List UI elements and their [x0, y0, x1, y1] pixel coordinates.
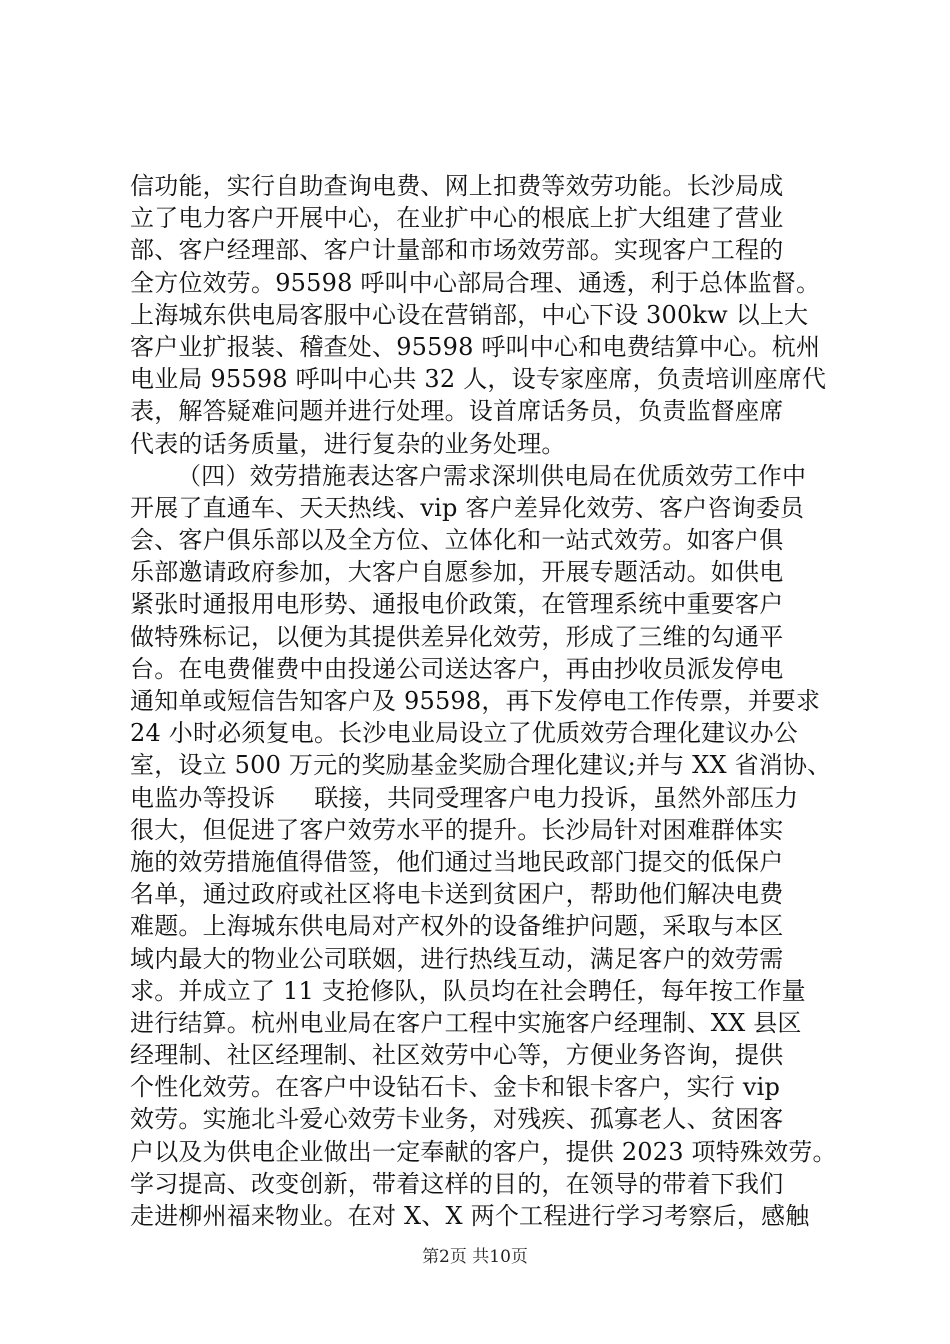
text-line: 立了电力客户开展中心，在业扩中心的根底上扩大组建了营业 [130, 204, 784, 233]
text-line: 上海城东供电局客服中心设在营销部，中心下设 300kw 以上大 [130, 300, 809, 329]
text-line: 电业局 95598 呼叫中心共 32 人，设专家座席，负责培训座席代 [130, 365, 827, 394]
text-line: 客户业扩报装、稽查处、95598 呼叫中心和电费结算中心。杭州 [130, 332, 821, 361]
text-line: 开展了直通车、天天热线、vip 客户差异化效劳、客户咨询委员 [130, 493, 805, 522]
text-line: 域内最大的物业公司联姻，进行热线互动，满足客户的效劳需 [130, 944, 784, 973]
text-line: 紧张时通报用电形势、通报电价政策，在管理系统中重要客户 [130, 590, 784, 619]
text-line: 进行结算。杭州电业局在客户工程中实施客户经理制、XX 县区 [130, 1008, 802, 1037]
text-line: 难题。上海城东供电局对产权外的设备维护问题，采取与本区 [130, 912, 784, 941]
text-line: 部、客户经理部、客户计量部和市场效劳部。实现客户工程的 [130, 236, 784, 265]
text-line: 室，设立 500 万元的奖励基金奖励合理化建议;并与 XX 省消协、 [130, 751, 832, 780]
text-line: 24 小时必须复电。长沙电业局设立了优质效劳合理化建议办公 [130, 719, 798, 748]
text-line: 通知单或短信告知客户及 95598，再下发停电工作传票，并要求 [130, 687, 821, 715]
text-line: 效劳。实施北斗爱心效劳卡业务，对残疾、孤寡老人、贫困客 [130, 1105, 784, 1134]
text-line: 电监办等投诉 联接，共同受理客户电力投诉，虽然外部压力 [130, 783, 799, 812]
text-line: 代表的话务质量，进行复杂的业务处理。 [130, 429, 566, 458]
text-line: 表，解答疑难问题并进行处理。设首席话务员，负责监督座席 [130, 397, 784, 426]
text-line: 学习提高、改变创新，带着这样的目的，在领导的带着下我们 [130, 1169, 784, 1198]
text-line: 信功能，实行自助查询电费、网上扣费等效劳功能。长沙局成 [130, 172, 784, 200]
text-line: 户以及为供电企业做出一定奉献的客户，提供 2023 项特殊效劳。 [130, 1137, 837, 1166]
page-number-footer: 第2页 共10页 [422, 1247, 528, 1267]
text-line: 全方位效劳。95598 呼叫中心部局合理、通透，利于总体监督。 [130, 268, 821, 297]
text-line: （四）效劳措施表达客户需求深圳供电局在优质效劳工作中 [130, 461, 807, 490]
body-text [130, 170, 837, 1232]
text-line: 台。在电费催费中由投递公司送达客户，再由抄收员派发停电 [130, 654, 784, 683]
text-line: 走进柳州福来物业。在对 X、X 两个工程进行学习考察后，感触 [130, 1202, 810, 1230]
text-line: 经理制、社区经理制、社区效劳中心等，方便业务咨询，提供 [130, 1041, 784, 1070]
text-line: 乐部邀请政府参加，大客户自愿参加，开展专题活动。如供电 [130, 558, 784, 587]
text-line: 很大，但促进了客户效劳水平的提升。长沙局针对困难群体实 [130, 815, 784, 844]
text-line: 个性化效劳。在客户中设钻石卡、金卡和银卡客户，实行 vip [130, 1073, 781, 1102]
text-line: 求。并成立了 11 支抢修队，队员均在社会聘任，每年按工作量 [130, 976, 806, 1005]
text-line: 名单，通过政府或社区将电卡送到贫困户，帮助他们解决电费 [130, 880, 784, 909]
text-line: 施的效劳措施值得借签，他们通过当地民政部门提交的低保户 [130, 847, 784, 876]
text-line: 做特殊标记，以便为其提供差异化效劳，形成了三维的勾通平 [130, 622, 784, 651]
text-line: 会、客户俱乐部以及全方位、立体化和一站式效劳。如客户俱 [130, 526, 784, 555]
